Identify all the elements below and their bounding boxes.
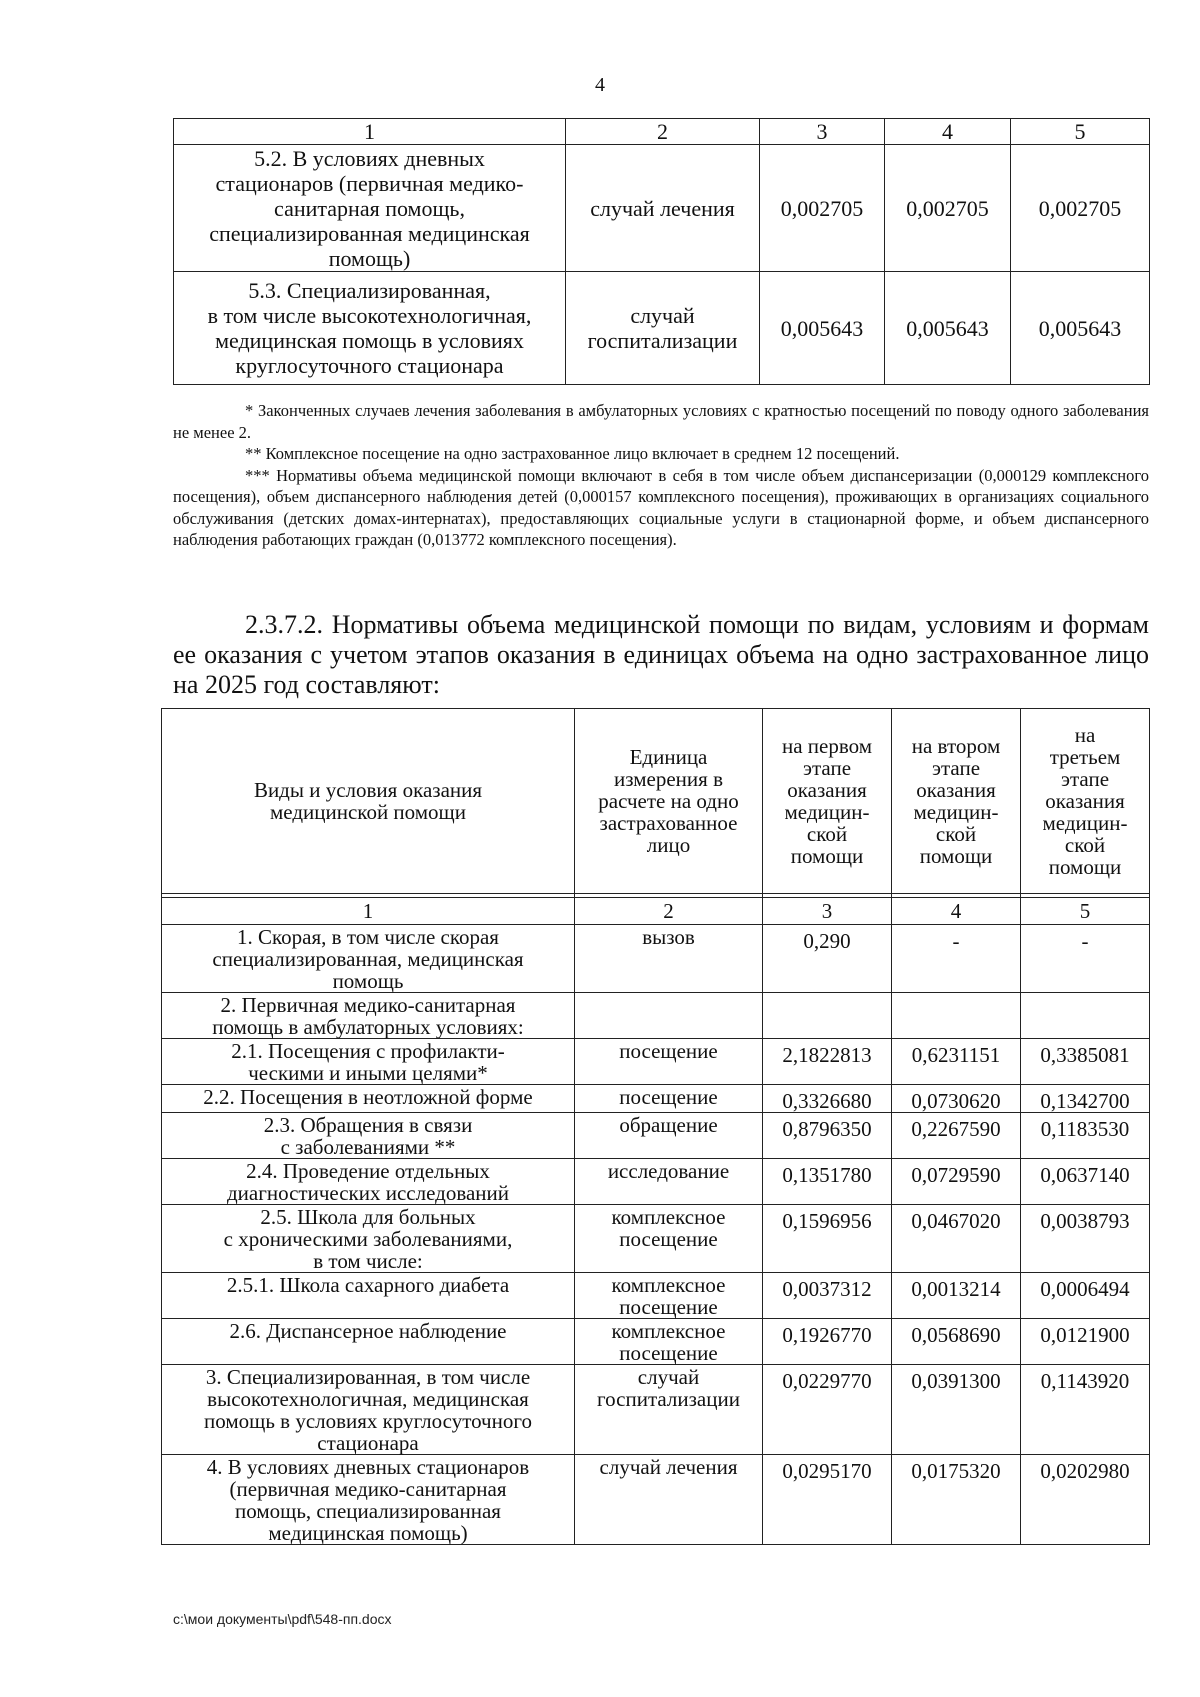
care-type-line: помощь в амбулаторных условиях: — [212, 1015, 524, 1039]
care-type-cell — [162, 993, 575, 1039]
value-cell: 0,002705 — [760, 145, 885, 272]
value-cell: 0,005643 — [885, 272, 1011, 385]
value-cell: 0,8796350 — [763, 1113, 892, 1159]
unit-cell — [575, 1365, 763, 1455]
table-header-row — [162, 709, 1150, 894]
value-cell — [1021, 993, 1150, 1039]
care-type-line: стационаров (первичная медико- — [215, 170, 524, 196]
table-row — [162, 1039, 1150, 1085]
care-type-cell — [162, 1319, 575, 1365]
header-line: на первом — [781, 734, 873, 758]
value-cell: 0,002705 — [885, 145, 1011, 272]
unit-line: комплексное — [611, 1319, 726, 1343]
unit-cell — [575, 1273, 763, 1319]
care-type-line: помощь в условиях круглосуточного — [204, 1409, 532, 1433]
care-type-line: в том числе: — [313, 1249, 423, 1273]
unit-cell — [575, 1319, 763, 1365]
header-line: ской — [806, 822, 848, 846]
header-line: медицинской помощи — [270, 800, 466, 824]
header-line: расчете на одно — [598, 789, 739, 813]
unit-cell — [575, 1455, 763, 1545]
unit-cell — [575, 1085, 763, 1113]
value-cell: 0,0229770 — [763, 1365, 892, 1455]
care-type-line: стационара — [317, 1431, 419, 1455]
header-line: ской — [1064, 833, 1106, 857]
unit-cell — [575, 1205, 763, 1273]
care-type-line: круглосуточного стационара — [235, 353, 504, 378]
volume-table-continued — [173, 118, 1150, 385]
header-line: на — [1074, 723, 1096, 747]
care-type-line: 2.5. Школа для больных — [260, 1205, 476, 1229]
file-path-footer: c:\мои документы\pdf\548-пп.docx — [173, 1611, 392, 1627]
header-stage-3 — [1021, 709, 1150, 894]
care-type-line: 2.2. Посещения в неотложной форме — [203, 1085, 533, 1109]
value-cell: 0,290 — [763, 925, 892, 993]
unit-cell — [575, 925, 763, 993]
header-line: медицин- — [1042, 811, 1128, 835]
care-type-line: 1. Скорая, в том числе скорая — [237, 925, 499, 949]
header-line: медицин- — [784, 800, 870, 824]
header-line: помощи — [1048, 855, 1122, 879]
unit-line: обращение — [619, 1113, 718, 1137]
care-type-line: специализированная, медицинская — [212, 947, 524, 971]
care-type-line: 2.5.1. Школа сахарного диабета — [226, 1273, 510, 1297]
col-number: 1 — [162, 898, 575, 925]
header-line: помощи — [790, 844, 864, 868]
header-line: медицин- — [913, 800, 999, 824]
value-cell: 0,6231151 — [892, 1039, 1021, 1085]
value-cell: 0,1926770 — [763, 1319, 892, 1365]
care-type-cell — [162, 1273, 575, 1319]
care-type-line: ческими и иными целями* — [248, 1061, 488, 1085]
table-row — [162, 1205, 1150, 1273]
care-type-line: 5.2. В условиях дневных — [254, 145, 485, 171]
care-type-line: помощь — [332, 969, 404, 993]
col-number: 4 — [892, 898, 1021, 925]
header-line: лицо — [646, 833, 691, 857]
care-type-cell — [174, 145, 566, 272]
value-cell: 0,1143920 — [1021, 1365, 1150, 1455]
header-line: оказания — [787, 778, 867, 802]
unit-line: посещение — [619, 1295, 718, 1319]
care-type-cell — [162, 925, 575, 993]
col-number: 1 — [174, 119, 566, 145]
section-paragraph — [173, 610, 1149, 700]
care-type-cell — [162, 1085, 575, 1113]
table-row — [162, 1319, 1150, 1365]
care-type-line: 2.3. Обращения в связи — [263, 1113, 473, 1137]
unit-line: случай лечения — [599, 1455, 738, 1479]
value-cell: 0,0038793 — [1021, 1205, 1150, 1273]
volume-by-stage-table — [161, 708, 1150, 1545]
header-line: помощи — [919, 844, 993, 868]
table-row — [162, 1159, 1150, 1205]
care-type-line: помощь) — [328, 245, 411, 271]
care-type-cell — [162, 1205, 575, 1273]
col-number: 5 — [1011, 119, 1150, 145]
care-type-line: с заболеваниями ** — [280, 1135, 456, 1159]
unit-line: госпитализации — [587, 328, 738, 353]
column-number-row — [162, 898, 1150, 925]
care-type-line: в том числе высокотехнологичная, — [207, 303, 532, 328]
value-cell: 0,0568690 — [892, 1319, 1021, 1365]
value-cell: 0,0202980 — [1021, 1455, 1150, 1545]
value-cell: 0,0013214 — [892, 1273, 1021, 1319]
unit-line: посещение — [619, 1085, 718, 1109]
col-number: 2 — [575, 898, 763, 925]
unit-line: исследование — [607, 1159, 730, 1183]
header-line: третьем — [1049, 745, 1121, 769]
page-number: 4 — [595, 74, 605, 96]
care-type-line: 4. В условиях дневных стационаров — [206, 1455, 530, 1479]
value-cell: - — [1021, 925, 1150, 993]
value-cell — [892, 993, 1021, 1039]
care-type-cell — [162, 1039, 575, 1085]
value-cell: 0,0467020 — [892, 1205, 1021, 1273]
care-type-line: 2.4. Проведение отдельных — [246, 1159, 490, 1183]
header-line: этапе — [1060, 767, 1110, 791]
header-line: этапе — [802, 756, 852, 780]
header-line: этапе — [931, 756, 981, 780]
column-number-row — [174, 119, 1150, 145]
care-type-line: 2.6. Диспансерное наблюдение — [229, 1319, 507, 1343]
table-row — [162, 1365, 1150, 1455]
care-type-line: с хроническими заболеваниями, — [223, 1227, 513, 1251]
header-unit — [575, 709, 763, 894]
care-type-line: 2.1. Посещения с профилакти- — [231, 1039, 505, 1063]
value-cell: 0,0121900 — [1021, 1319, 1150, 1365]
unit-cell — [575, 1159, 763, 1205]
table-body — [162, 925, 1150, 1545]
value-cell: 0,0295170 — [763, 1455, 892, 1545]
value-cell: 0,0391300 — [892, 1365, 1021, 1455]
footnote: ** Комплексное посещение на одно застрахованное лицо включает в среднем 12 посещений. — [245, 444, 900, 463]
value-cell: 0,1183530 — [1021, 1113, 1150, 1159]
care-type-line: 2. Первичная медико-санитарная — [220, 993, 516, 1017]
header-line: на втором — [911, 734, 1001, 758]
unit-line: посещение — [619, 1227, 718, 1251]
value-cell: 0,1596956 — [763, 1205, 892, 1273]
col-number: 3 — [763, 898, 892, 925]
col-number: 4 — [885, 119, 1011, 145]
value-cell: 0,0006494 — [1021, 1273, 1150, 1319]
care-type-cell — [162, 1455, 575, 1545]
value-cell: 0,0729590 — [892, 1159, 1021, 1205]
table-row — [174, 145, 1150, 272]
care-type-cell — [162, 1159, 575, 1205]
header-line: оказания — [1045, 789, 1125, 813]
table-row — [162, 925, 1150, 993]
value-cell: 0,3326680 — [763, 1085, 892, 1113]
col-number: 2 — [566, 119, 760, 145]
value-cell: 0,002705 — [1011, 145, 1150, 272]
value-cell: 0,1342700 — [1021, 1085, 1150, 1113]
unit-line: комплексное — [611, 1273, 726, 1297]
value-cell: 2,1822813 — [763, 1039, 892, 1085]
table-row — [174, 272, 1150, 385]
header-line: оказания — [916, 778, 996, 802]
unit-line: госпитализации — [597, 1387, 740, 1411]
header-stage-2 — [892, 709, 1021, 894]
value-cell: 0,0037312 — [763, 1273, 892, 1319]
header-line: Виды и условия оказания — [253, 778, 483, 802]
value-cell: 0,005643 — [1011, 272, 1150, 385]
unit-line: посещение — [619, 1039, 718, 1063]
value-cell: 0,3385081 — [1021, 1039, 1150, 1085]
unit-line: вызов — [642, 925, 695, 949]
col-number: 3 — [760, 119, 885, 145]
header-line: измерения в — [614, 767, 723, 791]
care-type-line: диагностических исследований — [226, 1181, 510, 1205]
table-row — [162, 1455, 1150, 1545]
header-line: застрахованное — [599, 811, 738, 835]
unit-line: посещение — [619, 1341, 718, 1365]
care-type-line: высокотехнологичная, медицинская — [207, 1387, 529, 1411]
value-cell: 0,0637140 — [1021, 1159, 1150, 1205]
care-type-cell — [162, 1113, 575, 1159]
care-type-line: специализированная медицинская — [209, 220, 530, 246]
header-line: ской — [935, 822, 977, 846]
table-row — [162, 993, 1150, 1039]
care-type-line: (первичная медико-санитарная — [229, 1477, 507, 1501]
unit-cell — [575, 993, 763, 1039]
col-number: 5 — [1021, 898, 1150, 925]
care-type-line: помощь, специализированная — [235, 1499, 501, 1523]
unit-cell — [566, 272, 760, 385]
header-care-type — [162, 709, 575, 894]
unit-line: случай лечения — [590, 195, 735, 221]
table-row — [162, 1085, 1150, 1113]
table-row — [162, 1273, 1150, 1319]
header-stage-1 — [763, 709, 892, 894]
header-line: Единица — [629, 745, 708, 769]
unit-cell — [575, 1039, 763, 1085]
care-type-cell — [174, 272, 566, 385]
section-text: 2.3.7.2. Нормативы объема медицинской помощи по видам, условиям и формам ее оказания с учетом этапов оказания в единицах объема на одно застрахованное лицо на 2025 год составляют: — [173, 610, 1149, 699]
unit-line: случай — [630, 303, 695, 328]
value-cell: 0,1351780 — [763, 1159, 892, 1205]
unit-line: комплексное — [611, 1205, 726, 1229]
care-type-line: медицинская помощь в условиях — [215, 328, 524, 353]
value-cell: 0,2267590 — [892, 1113, 1021, 1159]
value-cell: - — [892, 925, 1021, 993]
value-cell: 0,0175320 — [892, 1455, 1021, 1545]
value-cell: 0,0730620 — [892, 1085, 1021, 1113]
care-type-cell — [162, 1365, 575, 1455]
table-row — [162, 1113, 1150, 1159]
value-cell: 0,005643 — [760, 272, 885, 385]
care-type-line: санитарная помощь, — [274, 195, 465, 221]
footnotes — [173, 400, 1149, 551]
care-type-line: медицинская помощь) — [268, 1521, 468, 1545]
care-type-line: 5.3. Специализированная, — [248, 278, 491, 303]
care-type-line: 3. Специализированная, в том числе — [205, 1365, 531, 1389]
unit-cell — [566, 145, 760, 272]
value-cell — [763, 993, 892, 1039]
unit-cell — [575, 1113, 763, 1159]
footnote: * Законченных случаев лечения заболевания в амбулаторных условиях с кратностью посещений по поводу одного заболевания не менее 2. — [173, 401, 1149, 442]
footnote: *** Нормативы объема медицинской помощи включают в себя в том числе объем диспансеризации (0,000129 комплексного посещения), объем диспансерного наблюдения детей (0,000157 комплексного посещения), проживающих в организациях социального обслуживания (детских домах-интернатах), предоставляющих социальные услуги в стационарной форме, и объем диспансерного наблюдения работающих граждан (0,013772 комплексного посещения). — [173, 465, 1149, 549]
unit-line: случай — [637, 1365, 700, 1389]
